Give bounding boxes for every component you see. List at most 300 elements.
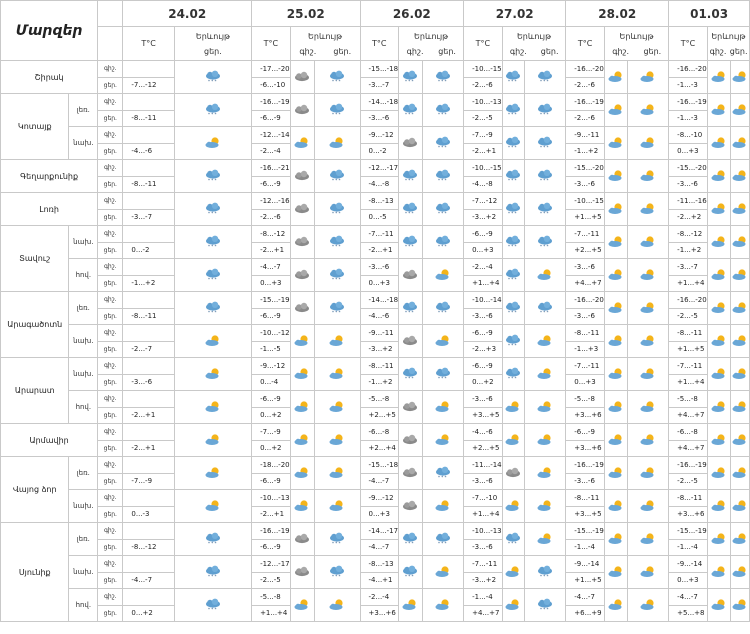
temp-value: -8...-11 <box>566 325 605 342</box>
weather-cell <box>422 391 463 424</box>
sun-cloud-icon <box>639 298 657 317</box>
weather-cell <box>731 193 750 226</box>
svg-text:* * *: * * * <box>540 145 549 150</box>
weather-cell <box>422 193 463 226</box>
weather-cell <box>290 292 315 325</box>
weather-cell <box>707 292 730 325</box>
cloud-snow-icon <box>434 67 452 86</box>
weather-cell <box>315 490 360 523</box>
sun-cloud-icon <box>536 463 554 482</box>
temp-value: -3...-6 <box>464 391 503 408</box>
weather-cell <box>707 589 730 622</box>
temp-value: -1...+2 <box>566 143 605 160</box>
temp-value: -2...-6 <box>566 110 605 127</box>
svg-text:* * *: * * * <box>207 310 217 315</box>
weather-cell <box>707 457 730 490</box>
weather-cell <box>290 94 315 127</box>
weather-cell <box>627 160 668 193</box>
weather-cell <box>399 193 423 226</box>
temp-value: 0...-2 <box>360 143 399 160</box>
weather-cell <box>525 325 566 358</box>
weather-label: Երևույթ <box>308 31 343 41</box>
weather-cell <box>627 424 668 457</box>
sun-cloud-icon <box>293 496 311 515</box>
weather-cell <box>502 424 524 457</box>
svg-text:* * *: * * * <box>405 244 415 249</box>
sun-cloud-icon <box>731 562 749 581</box>
cloud-snow-icon <box>434 364 452 383</box>
temp-value: +1...+4 <box>252 605 291 622</box>
cloud-snow-icon <box>434 133 452 152</box>
date-header: 28.02 <box>566 1 669 27</box>
night-label: գիշ. <box>406 46 424 56</box>
sun-cloud-icon <box>293 463 311 482</box>
cloud-grey-icon <box>401 265 419 284</box>
svg-text:* * *: * * * <box>332 112 341 117</box>
temp-value: +4...+7 <box>669 407 708 424</box>
weather-cell <box>290 523 315 556</box>
region-name: Կոտայք <box>1 94 69 160</box>
temp-value: -7...-11 <box>566 358 605 375</box>
temp-value: -16...-19 <box>252 523 291 540</box>
sun-cloud-icon <box>639 67 657 86</box>
temp-value: -2...-4 <box>360 589 399 606</box>
weather-cell <box>399 160 423 193</box>
sun-cloud-icon <box>204 496 222 515</box>
date-header: 25.02 <box>252 1 360 27</box>
temp-value <box>123 325 174 342</box>
sun-cloud-icon <box>710 463 728 482</box>
temp-value <box>123 94 174 111</box>
temp-value: -1...-4 <box>464 589 503 606</box>
temp-value: -10...-15 <box>464 61 503 78</box>
weather-label: Երևույթ <box>195 31 230 41</box>
temp-value: -10...-13 <box>464 523 503 540</box>
day-label: ցեր. <box>98 374 123 391</box>
weather-cell <box>290 424 315 457</box>
sun-cloud-icon <box>607 595 625 614</box>
night-label: գիշ. <box>98 325 123 342</box>
day-label: ցեր. <box>98 341 123 358</box>
svg-text:* * *: * * * <box>438 310 447 315</box>
subregion-name: հով. <box>69 391 98 424</box>
sun-cloud-icon <box>639 595 657 614</box>
weather-cell <box>604 160 627 193</box>
sun-cloud-icon <box>536 265 554 284</box>
weather-cell <box>627 292 668 325</box>
weather-cell <box>399 589 423 622</box>
svg-text:* * *: * * * <box>438 211 447 216</box>
temp-value: -1...+2 <box>669 242 708 259</box>
night-label: գիշ. <box>98 259 123 276</box>
cloud-snow-icon <box>401 166 419 185</box>
temp-value: +1...+4 <box>464 275 503 292</box>
temp-value: -8...-11 <box>123 110 174 127</box>
sun-cloud-icon <box>731 331 749 350</box>
cloud-snow-icon <box>328 232 346 251</box>
weather-cell <box>290 61 315 94</box>
cloud-grey-icon <box>293 298 311 317</box>
weather-cell <box>290 391 315 424</box>
weather-cell <box>174 61 251 94</box>
weather-cell <box>627 193 668 226</box>
day-label: ցեր. <box>540 46 559 56</box>
weather-cell <box>731 292 750 325</box>
temp-value: +1...+5 <box>669 341 708 358</box>
sun-cloud-icon <box>639 562 657 581</box>
temp-value: -4...-7 <box>360 539 399 556</box>
day-label: ցեր. <box>333 46 352 56</box>
weather-cell <box>422 556 463 589</box>
cloud-snow-icon <box>536 67 554 86</box>
weather-cell <box>399 490 423 523</box>
sun-cloud-icon <box>328 496 346 515</box>
weather-cell <box>174 424 251 457</box>
temp-value <box>123 127 174 144</box>
svg-text:* * *: * * * <box>508 178 517 183</box>
weather-cell <box>525 358 566 391</box>
sun-cloud-icon <box>607 199 625 218</box>
temp-value: -2...+1 <box>123 407 174 424</box>
temp-header: T°C <box>252 27 291 61</box>
day-label: ցեր. <box>643 46 662 56</box>
sun-cloud-icon <box>293 331 311 350</box>
weather-cell <box>604 490 627 523</box>
subregion-name: լեռ. <box>69 457 98 490</box>
sun-cloud-icon <box>434 331 452 350</box>
temp-value: -6...-9 <box>252 473 291 490</box>
weather-cell <box>627 589 668 622</box>
cloud-snow-icon <box>504 529 522 548</box>
sun-cloud-icon <box>731 595 749 614</box>
sun-cloud-icon <box>504 496 522 515</box>
sun-cloud-icon <box>731 430 749 449</box>
temp-value <box>123 61 174 78</box>
night-label: գիշ. <box>98 292 123 309</box>
sun-cloud-icon <box>731 463 749 482</box>
cloud-snow-icon <box>504 364 522 383</box>
weather-cell <box>315 94 360 127</box>
subregion-name: նախ. <box>69 490 98 523</box>
weather-cell <box>707 226 730 259</box>
temp-value: -10...-15 <box>464 160 503 177</box>
weather-cell <box>731 523 750 556</box>
weather-cell <box>604 358 627 391</box>
temp-value: +1...+5 <box>566 209 605 226</box>
weather-cell <box>707 424 730 457</box>
weather-cell <box>502 358 524 391</box>
sun-cloud-icon <box>504 562 522 581</box>
cloud-snow-icon <box>536 595 554 614</box>
temp-value: -1...+3 <box>566 341 605 358</box>
weather-cell <box>174 94 251 127</box>
temp-value: 0...+2 <box>252 407 291 424</box>
weather-cell <box>502 523 524 556</box>
weather-cell <box>525 457 566 490</box>
weather-cell <box>731 589 750 622</box>
weather-cell <box>627 325 668 358</box>
table-row <box>1 226 750 243</box>
weather-cell <box>174 556 251 589</box>
temp-value: -11...-16 <box>669 193 708 210</box>
temp-value: -3...-6 <box>123 374 174 391</box>
weather-cell <box>604 193 627 226</box>
weather-cell <box>627 127 668 160</box>
weather-cell <box>315 61 360 94</box>
temp-value: -8...-11 <box>123 308 174 325</box>
sun-cloud-icon <box>504 397 522 416</box>
weather-cell <box>502 325 524 358</box>
weather-cell <box>315 226 360 259</box>
weather-header <box>502 27 566 61</box>
cloud-grey-icon <box>293 562 311 581</box>
date-header: 24.02 <box>123 1 252 27</box>
sun-cloud-icon <box>639 529 657 548</box>
temp-value: -3...-6 <box>566 473 605 490</box>
svg-text:* * *: * * * <box>207 574 217 579</box>
temp-value: -3...-7 <box>669 259 708 276</box>
cloud-grey-icon <box>293 67 311 86</box>
temp-value: +3...+6 <box>566 407 605 424</box>
cloud-grey-icon <box>401 463 419 482</box>
weather-cell <box>707 358 730 391</box>
sun-cloud-icon <box>607 298 625 317</box>
temp-value: -9...-14 <box>669 556 708 573</box>
temp-value: -8...-10 <box>669 127 708 144</box>
svg-text:* * *: * * * <box>540 79 549 84</box>
cloud-snow-icon <box>401 364 419 383</box>
svg-text:* * *: * * * <box>207 79 217 84</box>
sun-cloud-icon <box>434 595 452 614</box>
sun-cloud-icon <box>607 67 625 86</box>
sun-cloud-icon <box>607 364 625 383</box>
night-label: գիշ. <box>98 490 123 507</box>
weather-cell <box>174 391 251 424</box>
weather-cell <box>290 226 315 259</box>
sun-cloud-icon <box>710 529 728 548</box>
temp-value: -18...-20 <box>252 457 291 474</box>
weather-cell <box>502 127 524 160</box>
temp-value: -4...-7 <box>566 589 605 606</box>
temp-value <box>123 160 174 177</box>
temp-value: +1...+4 <box>669 374 708 391</box>
sun-cloud-icon <box>731 265 749 284</box>
night-label: գիշ. <box>98 589 123 606</box>
cloud-snow-icon <box>504 232 522 251</box>
region-name: Սյունիք <box>1 523 69 622</box>
temp-value: -2...-7 <box>123 341 174 358</box>
svg-text:* * *: * * * <box>438 376 447 381</box>
sun-cloud-icon <box>710 562 728 581</box>
temp-value: 0...+3 <box>360 275 399 292</box>
weather-cell <box>290 160 315 193</box>
temp-value: -9...-12 <box>252 358 291 375</box>
weather-label: Երևույթ <box>619 31 654 41</box>
svg-text:* * *: * * * <box>207 244 217 249</box>
temp-value: -6...-9 <box>252 176 291 193</box>
temp-value: -4...-7 <box>360 473 399 490</box>
cloud-snow-icon <box>401 100 419 119</box>
cloud-snow-icon <box>504 166 522 185</box>
sun-cloud-icon <box>328 430 346 449</box>
temp-value <box>123 259 174 276</box>
sun-cloud-icon <box>731 166 749 185</box>
svg-text:* * *: * * * <box>332 244 341 249</box>
weather-cell <box>315 292 360 325</box>
temp-value: -16...-20 <box>566 61 605 78</box>
weather-cell <box>399 391 423 424</box>
night-label: գիշ. <box>709 46 727 56</box>
temp-value: -1...-5 <box>252 341 291 358</box>
weather-cell <box>707 325 730 358</box>
temp-value: 0...+3 <box>669 572 708 589</box>
weather-cell <box>315 160 360 193</box>
cloud-snow-icon <box>434 199 452 218</box>
temp-value: 0...+3 <box>566 374 605 391</box>
temp-value <box>123 556 174 573</box>
sun-cloud-icon <box>204 397 222 416</box>
weather-cell <box>174 325 251 358</box>
cloud-snow-icon <box>328 529 346 548</box>
svg-text:* * *: * * * <box>540 607 549 612</box>
temp-header: T°C <box>669 27 708 61</box>
temp-value: -10...-12 <box>252 325 291 342</box>
cloud-snow-icon <box>401 298 419 317</box>
day-label: ցեր. <box>98 143 123 160</box>
svg-text:* * *: * * * <box>405 211 415 216</box>
weather-cell <box>399 457 423 490</box>
temp-value: -15...-18 <box>360 457 399 474</box>
svg-text:* * *: * * * <box>332 541 341 546</box>
sun-cloud-icon <box>607 496 625 515</box>
cloud-grey-icon <box>293 199 311 218</box>
weather-cell <box>315 424 360 457</box>
temp-value: -1...-4 <box>566 539 605 556</box>
cloud-snow-icon <box>504 133 522 152</box>
cloud-grey-icon <box>401 397 419 416</box>
weather-cell <box>174 292 251 325</box>
svg-text:* * *: * * * <box>540 211 549 216</box>
day-label: ցեր. <box>98 209 123 226</box>
weather-cell <box>399 292 423 325</box>
temp-value: -7...-9 <box>464 127 503 144</box>
temp-value: -4...+1 <box>360 572 399 589</box>
temp-value: -8...-12 <box>252 226 291 243</box>
temp-value: -10...-15 <box>566 193 605 210</box>
temp-value: 0...-2 <box>123 242 174 259</box>
weather-header <box>290 27 360 61</box>
temp-value: -6...-9 <box>252 110 291 127</box>
temp-value: +4...+7 <box>566 275 605 292</box>
weather-cell <box>399 127 423 160</box>
sun-cloud-icon <box>607 463 625 482</box>
svg-text:* * *: * * * <box>438 79 447 84</box>
cloud-grey-icon <box>401 496 419 515</box>
night-label: գիշ. <box>98 127 123 144</box>
weather-cell <box>604 391 627 424</box>
svg-text:* * *: * * * <box>207 178 217 183</box>
weather-cell <box>422 94 463 127</box>
svg-text:* * *: * * * <box>438 541 447 546</box>
sun-cloud-icon <box>607 166 625 185</box>
weather-cell <box>731 160 750 193</box>
svg-text:* * *: * * * <box>405 376 415 381</box>
header-empty <box>98 27 123 61</box>
sun-cloud-icon <box>504 595 522 614</box>
weather-cell <box>731 325 750 358</box>
temp-value: -17...-20 <box>252 61 291 78</box>
temp-value <box>123 523 174 540</box>
cloud-snow-icon <box>401 529 419 548</box>
weather-cell <box>707 556 730 589</box>
night-label: գիշ. <box>98 457 123 474</box>
region-name: Տավուշ <box>1 226 69 292</box>
table-row <box>1 127 750 144</box>
temp-value: 0...+2 <box>464 374 503 391</box>
cloud-snow-icon <box>536 133 554 152</box>
temp-value <box>123 490 174 507</box>
subregion-name: հով. <box>69 589 98 622</box>
cloud-snow-icon <box>204 232 222 251</box>
temp-value: 0...-5 <box>360 209 399 226</box>
temp-value: -3...+2 <box>464 209 503 226</box>
temp-value: -3...-7 <box>123 209 174 226</box>
cloud-snow-icon <box>328 199 346 218</box>
svg-text:* * *: * * * <box>207 541 217 546</box>
temp-value <box>123 391 174 408</box>
table-row <box>1 94 750 111</box>
weather-cell <box>174 193 251 226</box>
weather-cell <box>604 292 627 325</box>
temp-value: -3...-6 <box>360 110 399 127</box>
weather-header <box>604 27 668 61</box>
svg-text:* * *: * * * <box>508 310 517 315</box>
cloud-snow-icon <box>536 199 554 218</box>
svg-text:* * *: * * * <box>508 376 517 381</box>
cloud-snow-icon <box>434 232 452 251</box>
temp-value: 0...+3 <box>360 506 399 523</box>
weather-cell <box>315 523 360 556</box>
cloud-grey-icon <box>293 100 311 119</box>
cloud-snow-icon <box>434 100 452 119</box>
temp-value: -7...-11 <box>669 358 708 375</box>
temp-value: -5...-8 <box>669 391 708 408</box>
cloud-snow-icon <box>401 562 419 581</box>
cloud-grey-icon <box>293 529 311 548</box>
temp-value: -12...-17 <box>252 556 291 573</box>
cloud-snow-icon <box>504 199 522 218</box>
sun-cloud-icon <box>639 364 657 383</box>
subregion-name: նախ. <box>69 127 98 160</box>
cloud-snow-icon <box>434 166 452 185</box>
temp-value: -3...-7 <box>360 77 399 94</box>
weather-cell <box>502 490 524 523</box>
sun-cloud-icon <box>204 364 222 383</box>
temp-value: -10...-13 <box>464 94 503 111</box>
temp-value: -4...-6 <box>360 308 399 325</box>
cloud-snow-icon <box>504 331 522 350</box>
temp-value: -9...-12 <box>360 127 399 144</box>
sun-cloud-icon <box>434 397 452 416</box>
svg-text:* * *: * * * <box>508 145 517 150</box>
weather-cell <box>290 556 315 589</box>
cloud-snow-icon <box>328 67 346 86</box>
sun-cloud-icon <box>731 133 749 152</box>
sun-cloud-icon <box>731 529 749 548</box>
temp-value: -2...-6 <box>464 77 503 94</box>
weather-cell <box>731 358 750 391</box>
weather-cell <box>502 391 524 424</box>
